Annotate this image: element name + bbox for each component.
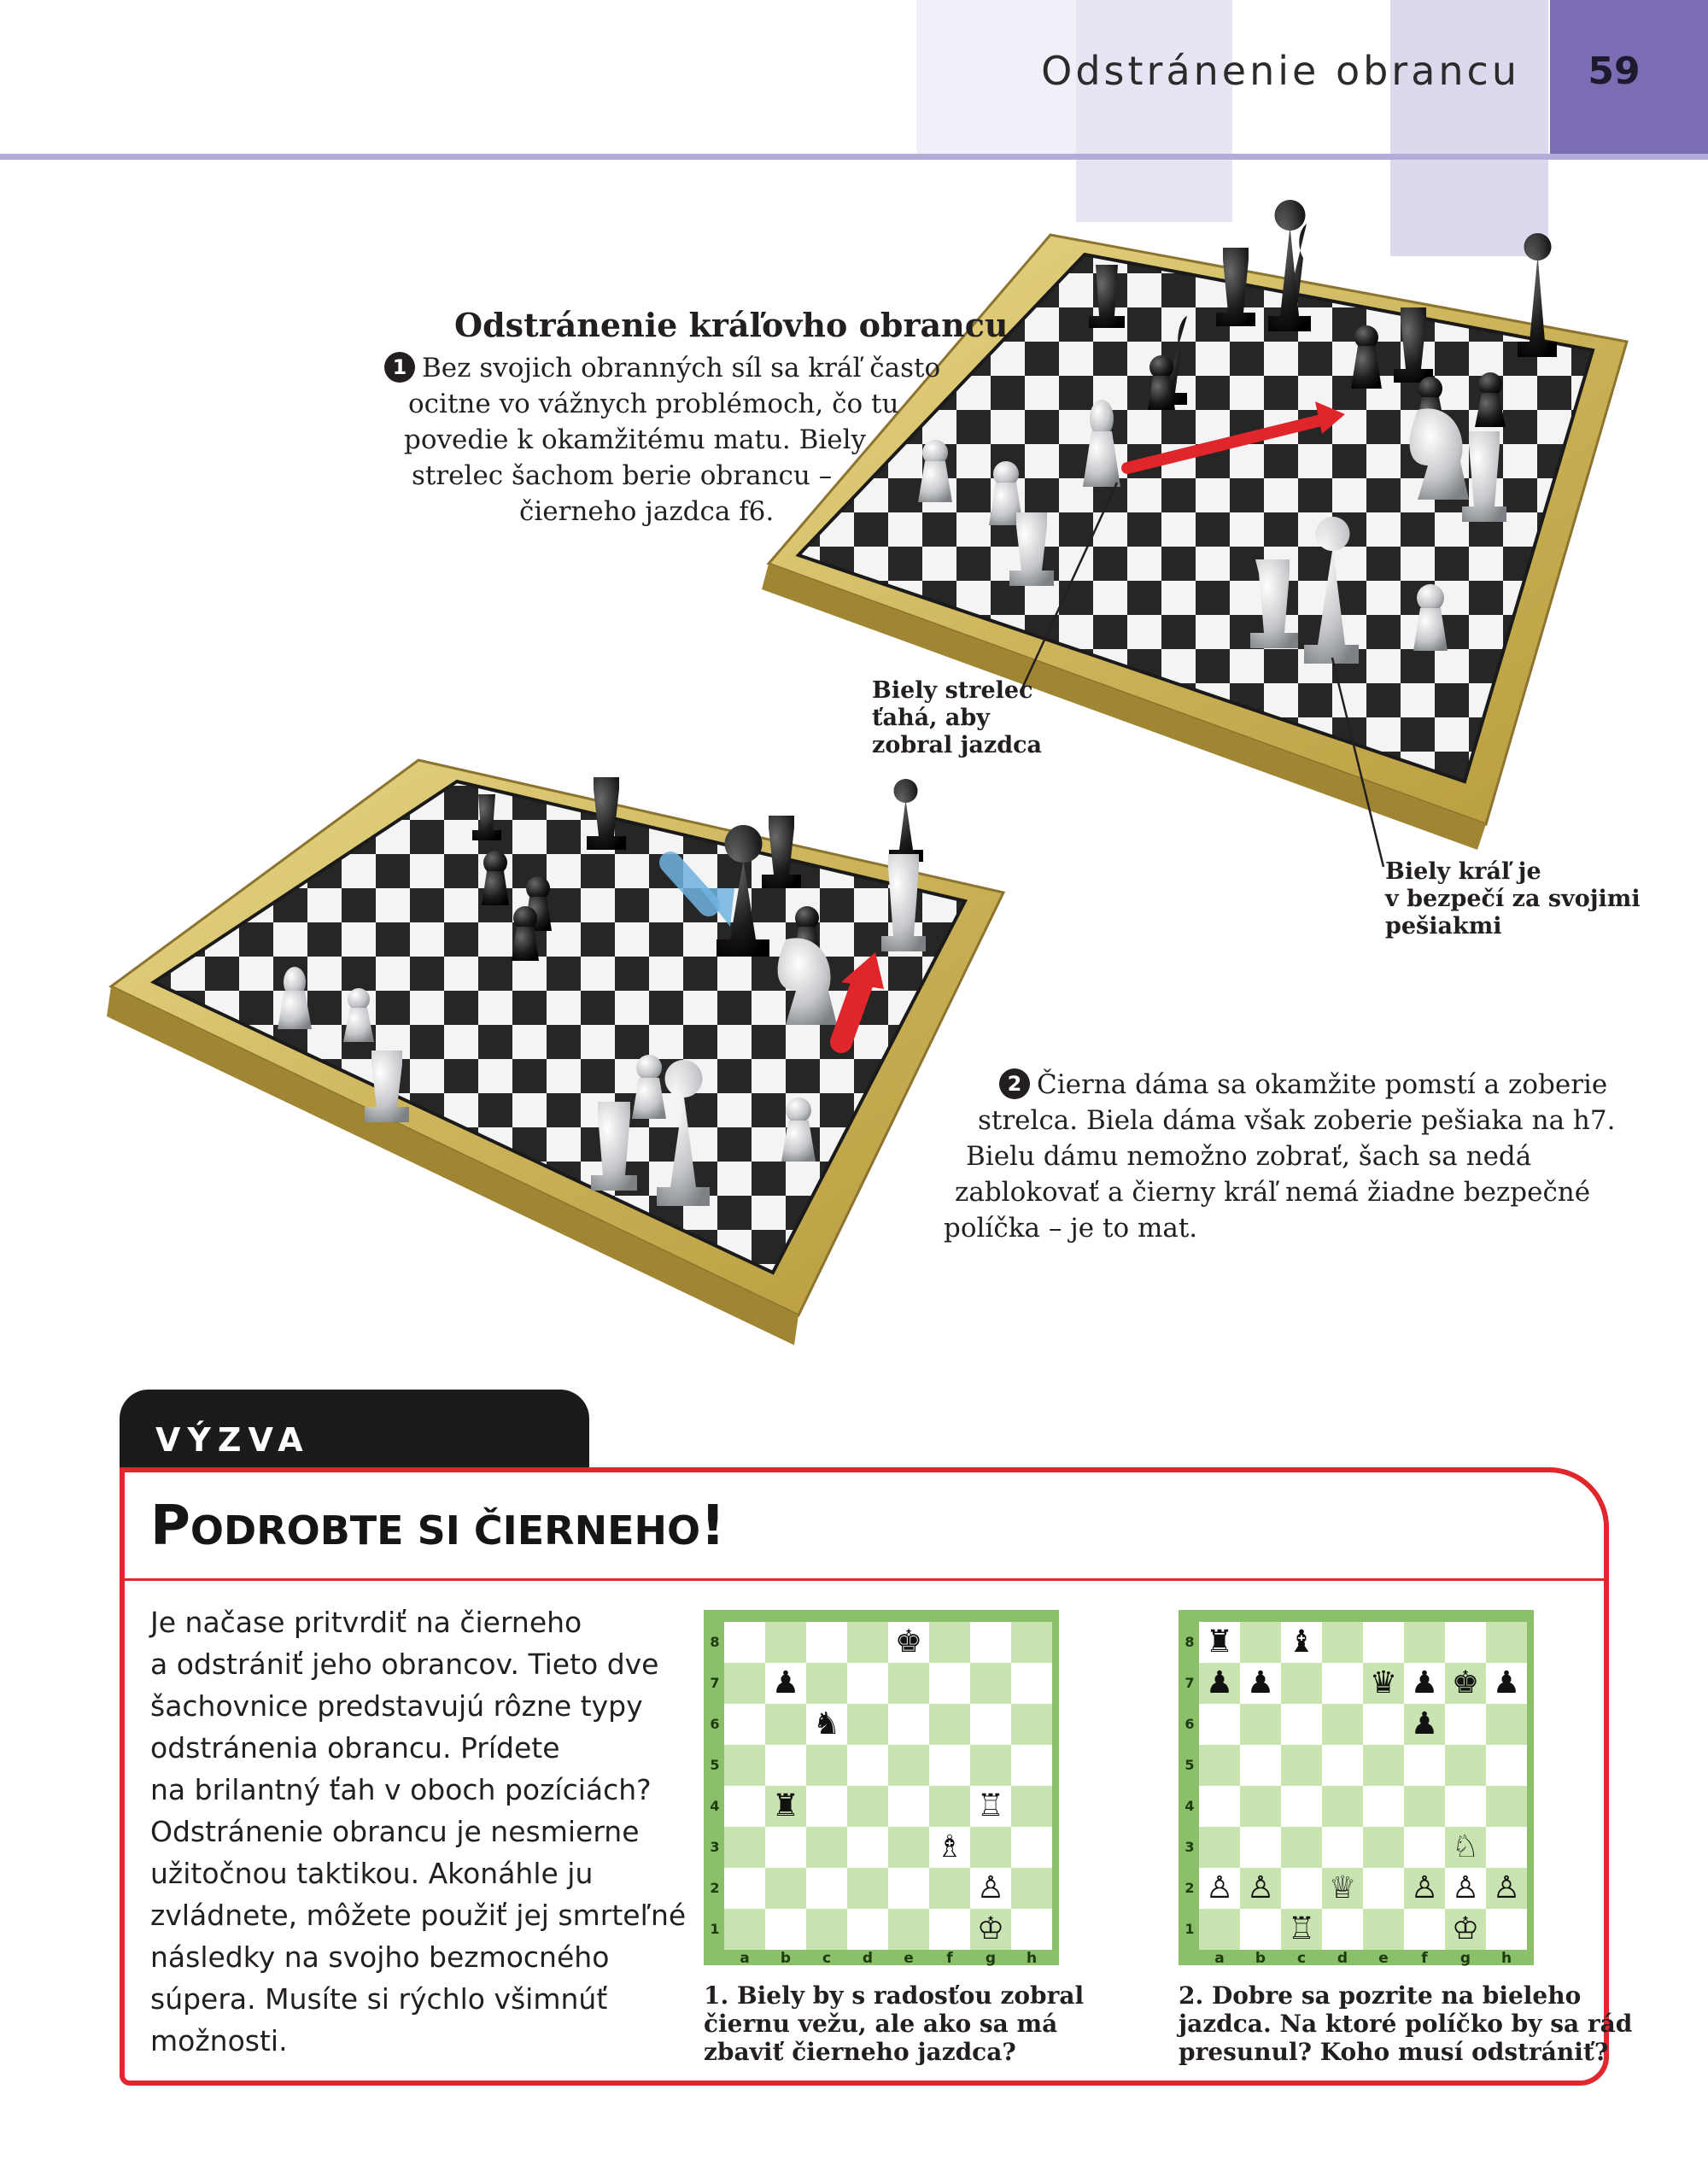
board-square-h3: [1011, 1827, 1052, 1868]
board-square-d1: [847, 1909, 888, 1950]
chess-piece-f7: ♟: [1410, 1665, 1439, 1700]
board-square-d2: [1322, 1868, 1363, 1909]
step2-line: Bielu dámu nemožno zobrať, šach sa nedá: [966, 1141, 1532, 1172]
rank-label: 3: [710, 1839, 720, 1855]
rank-label: 1: [1184, 1921, 1195, 1937]
step1-line: ocitne vo vážnych problémoch, čo tu: [408, 389, 899, 419]
chess-piece-g2: ♙: [976, 1870, 1005, 1905]
board-square-b6: [765, 1704, 806, 1745]
board-square-h5: [1486, 1745, 1527, 1786]
board-square-h3: [1486, 1827, 1527, 1868]
file-label: h: [1500, 1950, 1512, 1967]
header-rule: [0, 154, 1708, 160]
file-label: e: [1378, 1950, 1389, 1967]
board-square-g8: [1445, 1622, 1486, 1663]
rank-label: 8: [710, 1634, 720, 1650]
board-square-f5: [1404, 1745, 1445, 1786]
board-square-h1: [1486, 1909, 1527, 1950]
board-square-a6: [1199, 1704, 1240, 1745]
board-square-c3: [806, 1827, 847, 1868]
challenge-tab-label: VÝZVA: [155, 1421, 310, 1459]
chess-piece-b7: ♟: [771, 1665, 800, 1700]
chess-piece-e7: ♛: [1369, 1665, 1398, 1700]
chess-piece-f3: ♗: [935, 1829, 964, 1864]
board-square-c5: [1281, 1745, 1322, 1786]
board-square-d8: [1322, 1622, 1363, 1663]
board-square-h4: [1486, 1786, 1527, 1827]
board-square-c8: [1281, 1622, 1322, 1663]
board-square-f4: [1404, 1786, 1445, 1827]
board-square-h1: [1011, 1909, 1052, 1950]
board-square-d8: [847, 1622, 888, 1663]
board-square-g3: [970, 1827, 1011, 1868]
board-square-b6: [1240, 1704, 1281, 1745]
board-square-g5: [970, 1745, 1011, 1786]
file-label: a: [1214, 1950, 1225, 1967]
board-square-c2: [806, 1868, 847, 1909]
chess-piece-c8: ♝: [1287, 1624, 1316, 1659]
file-label: g: [1459, 1950, 1471, 1967]
rank-label: 1: [710, 1921, 720, 1937]
board-square-h7: [1011, 1663, 1052, 1704]
step1-number: 1: [384, 352, 415, 383]
board-square-h8: [1486, 1622, 1527, 1663]
board-square-c7: [1281, 1663, 1322, 1704]
board-square-g2: [970, 1868, 1011, 1909]
board-square-e1: [1363, 1909, 1404, 1950]
step2-number: 2: [999, 1068, 1030, 1099]
chess-piece-g4: ♖: [976, 1788, 1005, 1823]
chess-piece-g3: ♘: [1451, 1829, 1480, 1864]
board-square-a6: [724, 1704, 765, 1745]
board-square-e5: [888, 1745, 929, 1786]
board-square-h6: [1486, 1704, 1527, 1745]
step1-line: strelec šachom berie obrancu –: [412, 460, 833, 491]
file-label: c: [822, 1950, 832, 1967]
board-square-g3: [1445, 1827, 1486, 1868]
chess-piece-b4: ♜: [771, 1788, 800, 1823]
board-square-d3: [847, 1827, 888, 1868]
board-square-b3: [1240, 1827, 1281, 1868]
board-square-d5: [1322, 1745, 1363, 1786]
callout-king: Biely kráľ je v bezpečí za svojimi pešiakmi: [1385, 858, 1641, 939]
board-square-g7: [1445, 1663, 1486, 1704]
board-square-g1: [970, 1909, 1011, 1950]
board-square-f1: [1404, 1909, 1445, 1950]
board-square-g8: [970, 1622, 1011, 1663]
board-square-h5: [1011, 1745, 1052, 1786]
board-square-b8: [765, 1622, 806, 1663]
file-label: f: [1421, 1950, 1428, 1967]
board-square-g4: [1445, 1786, 1486, 1827]
board-square-b7: [765, 1663, 806, 1704]
board-square-b1: [1240, 1909, 1281, 1950]
board-square-a2: [724, 1868, 765, 1909]
chess-piece-e8: ♚: [894, 1624, 923, 1659]
board-square-g4: [970, 1786, 1011, 1827]
board-square-a1: [724, 1909, 765, 1950]
board-square-d1: [1322, 1909, 1363, 1950]
board-square-e2: [888, 1868, 929, 1909]
rank-label: 6: [710, 1716, 720, 1732]
board-square-b2: [1240, 1868, 1281, 1909]
lower-3d-board: [107, 760, 1003, 1345]
board-square-a2: [1199, 1868, 1240, 1909]
file-label: b: [780, 1950, 792, 1967]
chess-piece-h2: ♙: [1492, 1870, 1521, 1905]
board-square-b5: [1240, 1745, 1281, 1786]
chess-piece-c6: ♞: [812, 1706, 841, 1741]
board-square-a7: [1199, 1663, 1240, 1704]
file-label: d: [862, 1950, 874, 1967]
challenge-divider: [125, 1578, 1604, 1581]
board-square-e3: [1363, 1827, 1404, 1868]
board-square-a3: [1199, 1827, 1240, 1868]
board-square-e4: [1363, 1786, 1404, 1827]
board-grid: [724, 1622, 1052, 1950]
chess-piece-f2: ♙: [1410, 1870, 1439, 1905]
chess-piece-g2: ♙: [1451, 1870, 1480, 1905]
board-square-f2: [1404, 1868, 1445, 1909]
file-label: g: [985, 1950, 997, 1967]
rank-label: 5: [1184, 1757, 1195, 1773]
board-square-b4: [1240, 1786, 1281, 1827]
board-square-f3: [929, 1827, 970, 1868]
board-square-c4: [1281, 1786, 1322, 1827]
board-square-f5: [929, 1745, 970, 1786]
step2-line: zablokovať a čierny kráľ nemá žiadne bezpečné: [955, 1177, 1591, 1208]
step2-line: strelca. Biela dáma však zoberie pešiaka na h7.: [978, 1105, 1616, 1136]
board-square-g6: [970, 1704, 1011, 1745]
board-square-c7: [806, 1663, 847, 1704]
puzzle-board-1: [704, 1610, 1059, 1965]
board-square-e3: [888, 1827, 929, 1868]
step2-line: políčka – je to mat.: [944, 1213, 1198, 1244]
board-square-e6: [1363, 1704, 1404, 1745]
board-square-c3: [1281, 1827, 1322, 1868]
board-square-e2: [1363, 1868, 1404, 1909]
board-grid: [1199, 1622, 1527, 1950]
board-square-a5: [724, 1745, 765, 1786]
chess-piece-b2: ♙: [1246, 1870, 1275, 1905]
puzzle-caption-2: 2. Dobre sa pozrite na bieleho jazdca. Na ktoré políčko by sa rád presunul? Koho musí odstrániť?: [1179, 1981, 1633, 2066]
board-square-b3: [765, 1827, 806, 1868]
board-square-e5: [1363, 1745, 1404, 1786]
rank-label: 7: [1184, 1675, 1195, 1691]
file-label: d: [1337, 1950, 1348, 1967]
board-square-g1: [1445, 1909, 1486, 1950]
board-square-e7: [1363, 1663, 1404, 1704]
board-square-c2: [1281, 1868, 1322, 1909]
board-square-h2: [1011, 1868, 1052, 1909]
board-square-a4: [1199, 1786, 1240, 1827]
file-label: e: [904, 1950, 914, 1967]
board-square-a8: [724, 1622, 765, 1663]
board-square-g7: [970, 1663, 1011, 1704]
chapter-title: Odstránenie obrancu: [1041, 48, 1520, 94]
board-square-d7: [847, 1663, 888, 1704]
board-square-b8: [1240, 1622, 1281, 1663]
rank-label: 6: [1184, 1716, 1195, 1732]
board-square-d2: [847, 1868, 888, 1909]
puzzle-caption-1: 1. Biely by s radosťou zobral čiernu vežu, ale ako sa má zbaviť čierneho jazdca?: [704, 1981, 1085, 2066]
board-square-h2: [1486, 1868, 1527, 1909]
rank-label: 4: [710, 1798, 720, 1814]
board-square-e6: [888, 1704, 929, 1745]
challenge-body: Je načase pritvrdiť na čierneho a odstrániť jeho obrancov. Tieto dve šachovnice predstavujú rôzne typy odstránenia obrancu. Prídete na brilantný ťah v oboch pozíciách? Odstránenie obrancu je nesmierne užitočnou taktikou. Akonáhle ju zvládnete, môžete použiť jej smrteľné následky na svojho bezmocného súpera. Musíte si rýchlo všimnúť možnosti.: [150, 1606, 687, 2057]
chess-piece-d2: ♕: [1328, 1870, 1357, 1905]
board-square-f1: [929, 1909, 970, 1950]
chess-piece-g7: ♚: [1451, 1665, 1480, 1700]
rank-label: 7: [710, 1675, 720, 1691]
chess-piece-h7: ♟: [1492, 1665, 1521, 1700]
board-square-h8: [1011, 1622, 1052, 1663]
board-square-d7: [1322, 1663, 1363, 1704]
board-square-d6: [1322, 1704, 1363, 1745]
board-square-b1: [765, 1909, 806, 1950]
board-square-h7: [1486, 1663, 1527, 1704]
board-square-f4: [929, 1786, 970, 1827]
step1-line: čierneho jazdca f6.: [519, 496, 775, 527]
board-square-d4: [847, 1786, 888, 1827]
file-label: c: [1296, 1950, 1307, 1967]
chess-piece-a2: ♙: [1205, 1870, 1234, 1905]
board-square-a4: [724, 1786, 765, 1827]
board-square-b5: [765, 1745, 806, 1786]
board-square-a3: [724, 1827, 765, 1868]
rank-label: 4: [1184, 1798, 1195, 1814]
callout-bishop: Biely strelec ťahá, aby zobral jazdca: [872, 677, 1043, 758]
board-square-f7: [1404, 1663, 1445, 1704]
step1-line: 1 Bez svojich obranných síl sa kráľ často: [384, 350, 940, 386]
board-square-e8: [1363, 1622, 1404, 1663]
board-square-a1: [1199, 1909, 1240, 1950]
board-square-c4: [806, 1786, 847, 1827]
file-label: a: [740, 1950, 750, 1967]
board-square-c6: [1281, 1704, 1322, 1745]
board-square-c6: [806, 1704, 847, 1745]
board-square-d3: [1322, 1827, 1363, 1868]
board-square-f6: [929, 1704, 970, 1745]
rank-label: 8: [1184, 1634, 1195, 1650]
board-square-d4: [1322, 1786, 1363, 1827]
board-square-e1: [888, 1909, 929, 1950]
board-square-f3: [1404, 1827, 1445, 1868]
rank-label: 2: [1184, 1880, 1195, 1896]
chess-piece-a8: ♜: [1205, 1624, 1234, 1659]
page-number: 59: [1588, 50, 1641, 93]
rank-label: 5: [710, 1757, 720, 1773]
board-square-a8: [1199, 1622, 1240, 1663]
step1-title: Odstránenie kráľovho obrancu: [454, 306, 1009, 344]
board-square-f8: [1404, 1622, 1445, 1663]
chess-piece-f6: ♟: [1410, 1706, 1439, 1741]
board-square-f2: [929, 1868, 970, 1909]
board-square-d6: [847, 1704, 888, 1745]
chess-piece-g1: ♔: [1451, 1911, 1480, 1946]
chess-piece-c1: ♖: [1287, 1911, 1316, 1946]
challenge-heading: PODROBTE SI ČIERNEHO!: [150, 1495, 726, 1558]
board-square-f7: [929, 1663, 970, 1704]
board-square-g2: [1445, 1868, 1486, 1909]
step2-line: 2 Čierna dáma sa okamžite pomstí a zoberie: [999, 1067, 1607, 1103]
board-square-b7: [1240, 1663, 1281, 1704]
board-square-b2: [765, 1868, 806, 1909]
chess-piece-b7: ♟: [1246, 1665, 1275, 1700]
chess-piece-a7: ♟: [1205, 1665, 1234, 1700]
board-square-a5: [1199, 1745, 1240, 1786]
chess-piece-g1: ♔: [976, 1911, 1005, 1946]
board-square-a7: [724, 1663, 765, 1704]
board-square-c8: [806, 1622, 847, 1663]
board-square-e7: [888, 1663, 929, 1704]
rank-label: 3: [1184, 1839, 1195, 1855]
file-label: h: [1026, 1950, 1038, 1967]
file-label: f: [946, 1950, 953, 1967]
board-square-c1: [806, 1909, 847, 1950]
board-square-d5: [847, 1745, 888, 1786]
board-square-h4: [1011, 1786, 1052, 1827]
board-square-c1: [1281, 1909, 1322, 1950]
board-square-g5: [1445, 1745, 1486, 1786]
board-square-c5: [806, 1745, 847, 1786]
board-square-g6: [1445, 1704, 1486, 1745]
step1-line: povedie k okamžitému matu. Biely: [404, 424, 867, 455]
file-label: b: [1255, 1950, 1266, 1967]
puzzle-board-2: [1179, 1610, 1534, 1965]
board-square-h6: [1011, 1704, 1052, 1745]
board-square-e8: [888, 1622, 929, 1663]
board-square-b4: [765, 1786, 806, 1827]
board-square-f6: [1404, 1704, 1445, 1745]
board-square-e4: [888, 1786, 929, 1827]
rank-label: 2: [710, 1880, 720, 1896]
board-square-f8: [929, 1622, 970, 1663]
